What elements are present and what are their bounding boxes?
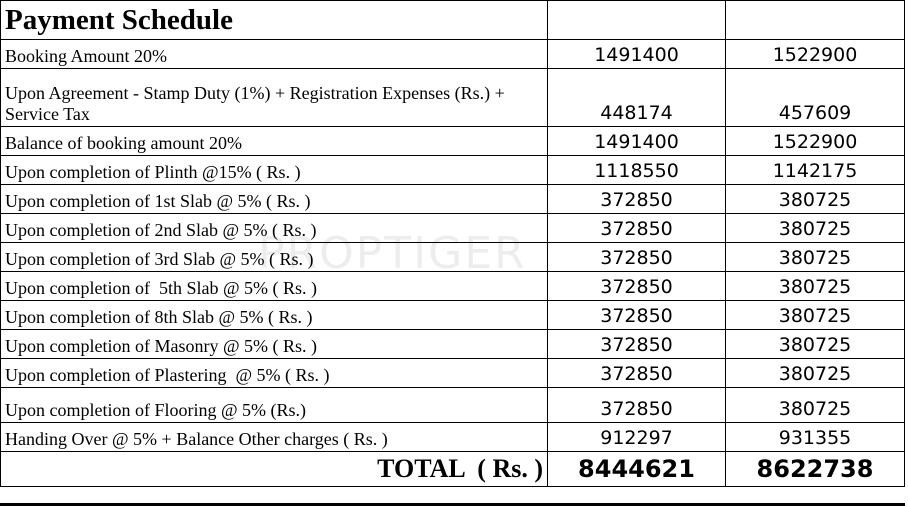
- watermark-logo: PROPTIGER: [258, 228, 527, 279]
- amount-col-1: 372850: [548, 272, 726, 301]
- row-label: Balance of booking amount 20%: [1, 127, 548, 156]
- row-label: Booking Amount 20%: [1, 40, 548, 69]
- amount-col-1: 372850: [548, 243, 726, 272]
- amount-col-1: 372850: [548, 214, 726, 243]
- total-amount-col-2: 8622738: [726, 452, 905, 487]
- empty-header-cell: [548, 1, 726, 40]
- amount-col-1: 1118550: [548, 156, 726, 185]
- amount-col-2: 380725: [726, 272, 905, 301]
- table-row: [1, 156, 905, 185]
- amount-col-2: 1522900: [726, 40, 905, 69]
- table-row: [1, 214, 905, 243]
- row-label: Handing Over @ 5% + Balance Other charges ( Rs. ): [1, 423, 548, 452]
- title-row: [1, 1, 905, 40]
- amount-col-1: 372850: [548, 330, 726, 359]
- row-label: Upon completion of 3rd Slab @ 5% ( Rs. ): [1, 243, 548, 272]
- table-row: [1, 185, 905, 214]
- row-label: Upon completion of 8th Slab @ 5% ( Rs. ): [1, 301, 548, 330]
- total-amount-col-1: 8444621: [548, 452, 726, 487]
- table-row: [1, 40, 905, 69]
- row-label: Upon completion of 5th Slab @ 5% ( Rs. ): [1, 272, 548, 301]
- amount-col-2: 380725: [726, 388, 905, 423]
- amount-col-2: 380725: [726, 243, 905, 272]
- amount-col-2: 380725: [726, 359, 905, 388]
- amount-col-1: 372850: [548, 388, 726, 423]
- row-label: Upon completion of 1st Slab @ 5% ( Rs. ): [1, 185, 548, 214]
- table-row: [1, 69, 905, 127]
- table-row: [1, 388, 905, 423]
- amount-col-1: 1491400: [548, 127, 726, 156]
- amount-col-1: 372850: [548, 359, 726, 388]
- amount-col-2: 380725: [726, 214, 905, 243]
- amount-col-1: 1491400: [548, 40, 726, 69]
- amount-col-1: 372850: [548, 301, 726, 330]
- amount-col-2: 1142175: [726, 156, 905, 185]
- amount-col-1: 448174: [548, 69, 726, 127]
- table-row: [1, 423, 905, 452]
- empty-header-cell: [726, 1, 905, 40]
- row-label: Upon completion of 2nd Slab @ 5% ( Rs. ): [1, 214, 548, 243]
- row-label: Upon completion of Plastering @ 5% ( Rs. ): [1, 359, 548, 388]
- table-row: [1, 330, 905, 359]
- amount-col-2: 1522900: [726, 127, 905, 156]
- amount-col-2: 380725: [726, 301, 905, 330]
- table-row: [1, 272, 905, 301]
- table-row: [1, 359, 905, 388]
- amount-col-2: 380725: [726, 330, 905, 359]
- table-row: [1, 127, 905, 156]
- table-row: [1, 301, 905, 330]
- amount-col-2: 457609: [726, 69, 905, 127]
- bottom-border: [0, 503, 905, 506]
- amount-col-1: 912297: [548, 423, 726, 452]
- row-label: Upon completion of Flooring @ 5% (Rs.): [1, 388, 548, 423]
- row-label: Upon completion of Plinth @15% ( Rs. ): [1, 156, 548, 185]
- total-row: [1, 452, 905, 487]
- row-label: Upon Agreement - Stamp Duty (1%) + Registration Expenses (Rs.) + Service Tax: [1, 69, 548, 127]
- page-title: Payment Schedule: [1, 1, 548, 40]
- table-row: [1, 243, 905, 272]
- total-label: TOTAL ( Rs. ): [1, 452, 548, 487]
- amount-col-2: 380725: [726, 185, 905, 214]
- amount-col-1: 372850: [548, 185, 726, 214]
- row-label: Upon completion of Masonry @ 5% ( Rs. ): [1, 330, 548, 359]
- amount-col-2: 931355: [726, 423, 905, 452]
